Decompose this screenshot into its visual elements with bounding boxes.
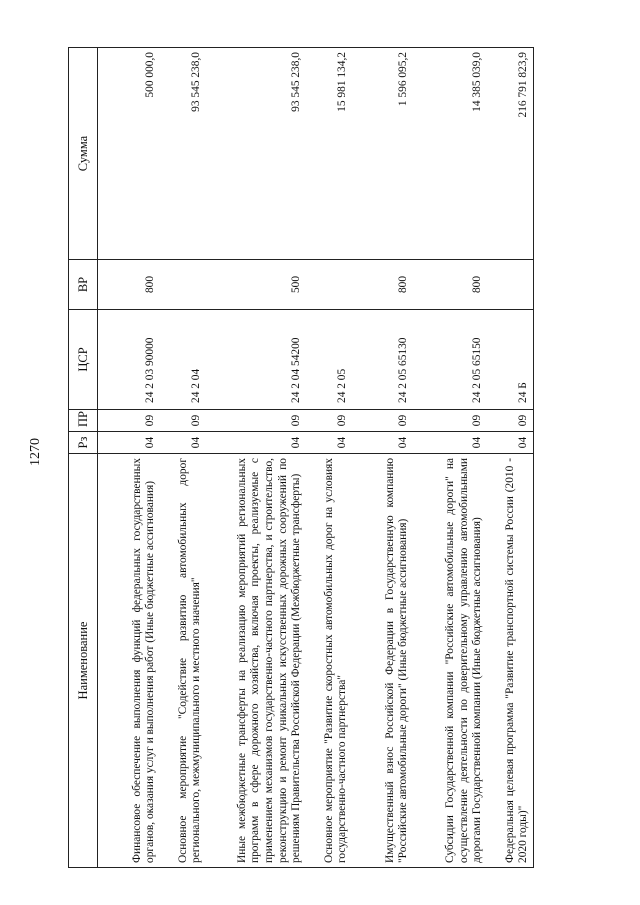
cell-pr: 09 — [413, 410, 487, 432]
cell-rz: 04 — [206, 432, 306, 454]
cell-pr: 09 — [306, 410, 352, 432]
cell-rz: 04 — [352, 432, 413, 454]
cell-sum: 1 596 095,2 — [352, 48, 413, 260]
cell-name: Имущественный взнос Российской Федерации в Государственную компанию "Российские автомобильные дороги" (Иные бюджетные ассигнования) — [352, 454, 413, 868]
header-vr: ВР — [69, 260, 98, 310]
cell-pr: 09 — [487, 410, 534, 432]
cell-csr: 24 2 05 65130 — [352, 310, 413, 410]
header-name: Наименование — [69, 454, 98, 868]
cell-name: Федеральная целевая программа "Развитие транспортной системы России (2010 - 2020 годы)" — [487, 454, 534, 868]
cell-sum: 14 385 039,0 — [413, 48, 487, 260]
cell-csr: 24 2 03 90000 — [98, 310, 161, 410]
table-header — [69, 48, 98, 868]
header-csr: ЦСР — [69, 310, 98, 410]
cell-csr: 24 Б — [487, 310, 534, 410]
cell-sum: 15 981 134,2 — [306, 48, 352, 260]
cell-sum: 93 545 238,0 — [206, 48, 306, 260]
cell-vr — [306, 260, 352, 310]
budget-table — [68, 47, 534, 868]
header-row — [69, 48, 98, 868]
cell-name: Финансовое обеспечение выполнения функций федеральных государственных органов, оказания услуг и выполнения работ (Иные бюджетные ассигнования) — [98, 454, 161, 868]
cell-pr: 09 — [206, 410, 306, 432]
cell-pr: 09 — [98, 410, 161, 432]
header-rz: Рз — [69, 432, 98, 454]
table-row — [352, 48, 413, 868]
cell-vr: 800 — [413, 260, 487, 310]
cell-vr: 800 — [98, 260, 161, 310]
cell-csr: 24 2 04 54200 — [206, 310, 306, 410]
cell-csr: 24 2 05 — [306, 310, 352, 410]
cell-name: Иные межбюджетные трансферты на реализацию мероприятий региональных программ в сфере дорожного хозяйства, включая проекты, реализуемые с применением механизмов государственно-частного партнерства, и строительство, реконструкцию и ремонт уникальных искусственных дорожных сооружений по решениям Правительства Российской Федерации (Межбюджетные трансферты) — [206, 454, 306, 868]
cell-name: Основное мероприятие "Содействие развитию автомобильных дорог регионального, межмуниципального и местного значения" — [160, 454, 206, 868]
table-body — [98, 48, 534, 868]
header-sum: Сумма — [69, 48, 98, 260]
cell-vr: 800 — [352, 260, 413, 310]
header-pr: ПР — [69, 410, 98, 432]
cell-sum: 500 000,0 — [98, 48, 161, 260]
cell-rz: 04 — [413, 432, 487, 454]
cell-rz: 04 — [306, 432, 352, 454]
page-number: 1270 — [28, 438, 43, 466]
cell-pr: 09 — [160, 410, 206, 432]
table-row — [413, 48, 487, 868]
cell-vr — [487, 260, 534, 310]
cell-pr: 09 — [352, 410, 413, 432]
cell-vr: 500 — [206, 260, 306, 310]
table-row — [306, 48, 352, 868]
cell-rz: 04 — [487, 432, 534, 454]
cell-name: Основное мероприятие "Развитие скоростных автомобильных дорог на условиях государственно-частного партнерства" — [306, 454, 352, 868]
cell-rz: 04 — [160, 432, 206, 454]
table-row — [206, 48, 306, 868]
cell-csr: 24 2 04 — [160, 310, 206, 410]
cell-name: Субсидии Государственной компании "Российские автомобильные дороги" на осуществление деятельности по доверительному управлению автомобильными дорогами Государственной компании (Иные бюджетные ассигнования) — [413, 454, 487, 868]
cell-sum: 93 545 238,0 — [160, 48, 206, 260]
table-row — [98, 48, 161, 868]
cell-sum: 216 791 823,9 — [487, 48, 534, 260]
cell-rz: 04 — [98, 432, 161, 454]
table-row — [487, 48, 534, 868]
rotated-table-wrapper — [68, 48, 578, 868]
table-row — [160, 48, 206, 868]
cell-vr — [160, 260, 206, 310]
cell-csr: 24 2 05 65150 — [413, 310, 487, 410]
